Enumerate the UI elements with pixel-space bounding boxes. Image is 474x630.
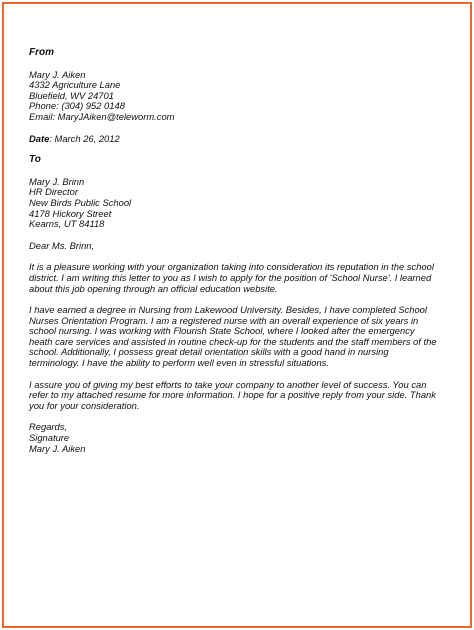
signature-block	[29, 422, 449, 454]
paragraph-line: heath care services and assisted in routine check-up for the students and the staff members of the	[29, 335, 437, 347]
sender-city: Bluefield, WV 24701	[29, 89, 114, 101]
paragraph-line: about this job opening through an official education website.	[29, 282, 278, 294]
paragraph-qualifications	[29, 305, 449, 369]
sender-phone: Phone: (304) 952 0148	[29, 100, 125, 112]
salutation: Dear Ms. Brinn,	[29, 239, 95, 251]
paragraph-line: refer to my attached resume for more information. I hope for a positive reply from your side. Thank	[29, 389, 436, 401]
spacer	[29, 144, 449, 155]
date-line	[29, 134, 449, 145]
paragraph-line: school. Additionally, I possess great detail orientation skills with a good hand in nursing	[29, 346, 389, 358]
recipient-title: HR Director	[29, 186, 78, 198]
date-value: : March 26, 2012	[49, 132, 120, 144]
sender-name: Mary J. Aiken	[29, 68, 86, 80]
letter-body	[29, 48, 449, 454]
paragraph-line: I have earned a degree in Nursing from Lakewood University. Besides, I have completed School	[29, 304, 427, 316]
recipient-address	[29, 177, 449, 230]
date-label: Date	[29, 132, 50, 144]
spacer	[29, 411, 449, 422]
closing-signature: Signature	[29, 432, 70, 444]
closing-regards: Regards,	[29, 421, 68, 433]
recipient-name: Mary J. Brinn	[29, 175, 85, 187]
recipient-organization: New Birds Public School	[29, 196, 132, 208]
sender-email: Email: MaryJAiken@teleworm.com	[29, 110, 175, 122]
paragraph-line: terminology. I have the ability to perform well even in stressful situations.	[29, 357, 329, 369]
recipient-street: 4178 Hickory Street	[29, 207, 112, 219]
paragraph-line: district. I am writing this letter to you as I wish to apply for the position of 'School Nurse'. I learned	[29, 271, 432, 283]
to-heading: To	[29, 154, 41, 166]
sender-address	[29, 70, 449, 123]
spacer	[29, 369, 449, 380]
closing-name: Mary J. Aiken	[29, 442, 86, 454]
paragraph-line: I assure you of giving my best efforts to take your company to another level of success. You can	[29, 378, 427, 390]
spacer	[29, 166, 449, 177]
from-heading: From	[29, 47, 54, 58]
spacer	[29, 59, 449, 70]
paragraph-line: school nursing. I was working with Flourish State School, where I looked after the emergency	[29, 325, 415, 337]
paragraph-line: you for your consideration.	[29, 399, 140, 411]
paragraph-closing	[29, 380, 449, 412]
paragraph-intro	[29, 262, 449, 294]
paragraph-line: Nurses Orientation Program. I am a registered nurse with an overall experience of six years in	[29, 314, 419, 326]
sender-street: 4332 Agriculture Lane	[29, 79, 121, 91]
paragraph-line: It is a pleasure working with your organization taking into consideration its reputation in the school	[29, 261, 434, 273]
recipient-city: Kearns, UT 84118	[29, 218, 105, 230]
